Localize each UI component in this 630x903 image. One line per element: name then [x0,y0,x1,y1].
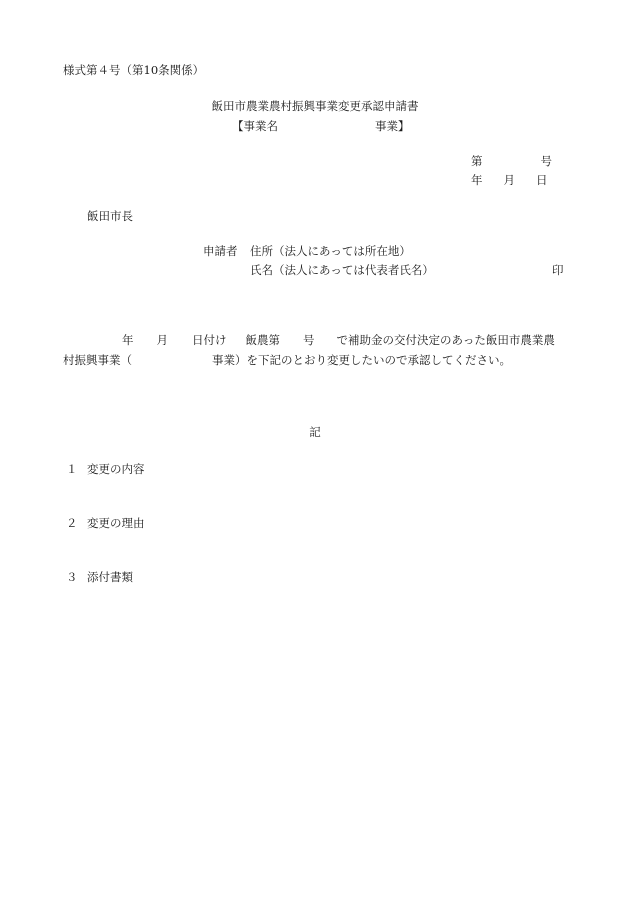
item-label: 変更の内容 [87,462,145,476]
project-name-line [232,121,410,133]
applicant-label: 申請者 [203,244,238,258]
applicant-name-field: 氏名（法人にあっては代表者氏名） [250,263,434,277]
item-label: 添付書類 [87,570,133,584]
body-ref-suffix: 号 [303,333,315,347]
date-year: 年 [471,173,483,187]
document-number-suffix: 号 [540,154,552,168]
item-number: １ [66,462,78,476]
list-item [66,518,145,530]
document-number [471,156,552,168]
document-date [471,175,548,187]
list-item [66,572,133,584]
body-line2-head: 村振興事業（ [63,353,132,367]
body-line2-tail: 事業）を下記のとおり変更したいので承認してください。 [212,353,511,367]
item-number: ２ [66,516,78,530]
item-number: ３ [66,570,78,584]
body-text-line-1 [122,335,555,347]
seal-mark: 印 [552,263,564,277]
date-day: 日 [536,173,548,187]
list-item [66,464,145,476]
document-number-prefix: 第 [471,154,483,168]
body-dated: 日付け [192,333,227,347]
item-label: 変更の理由 [87,516,145,530]
document-title: 飯田市農業農村振興事業変更承認申請書 [211,99,419,113]
applicant-address-field: 住所（法人にあっては所在地） [250,244,411,258]
project-name-open: 【事業名 [232,119,278,133]
addressee: 飯田市長 [87,209,133,223]
project-name-close: 事業】 [375,119,410,133]
body-year: 年 [122,333,134,347]
ki-heading: 記 [309,425,321,439]
body-line1-tail: で補助金の交付決定のあった飯田市農業農 [336,333,555,347]
body-ref-prefix: 飯農第 [245,333,280,347]
form-number: 様式第４号（第10条関係） [63,63,205,77]
body-text-line-2 [63,355,511,367]
body-month: 月 [156,333,168,347]
date-month: 月 [503,173,515,187]
